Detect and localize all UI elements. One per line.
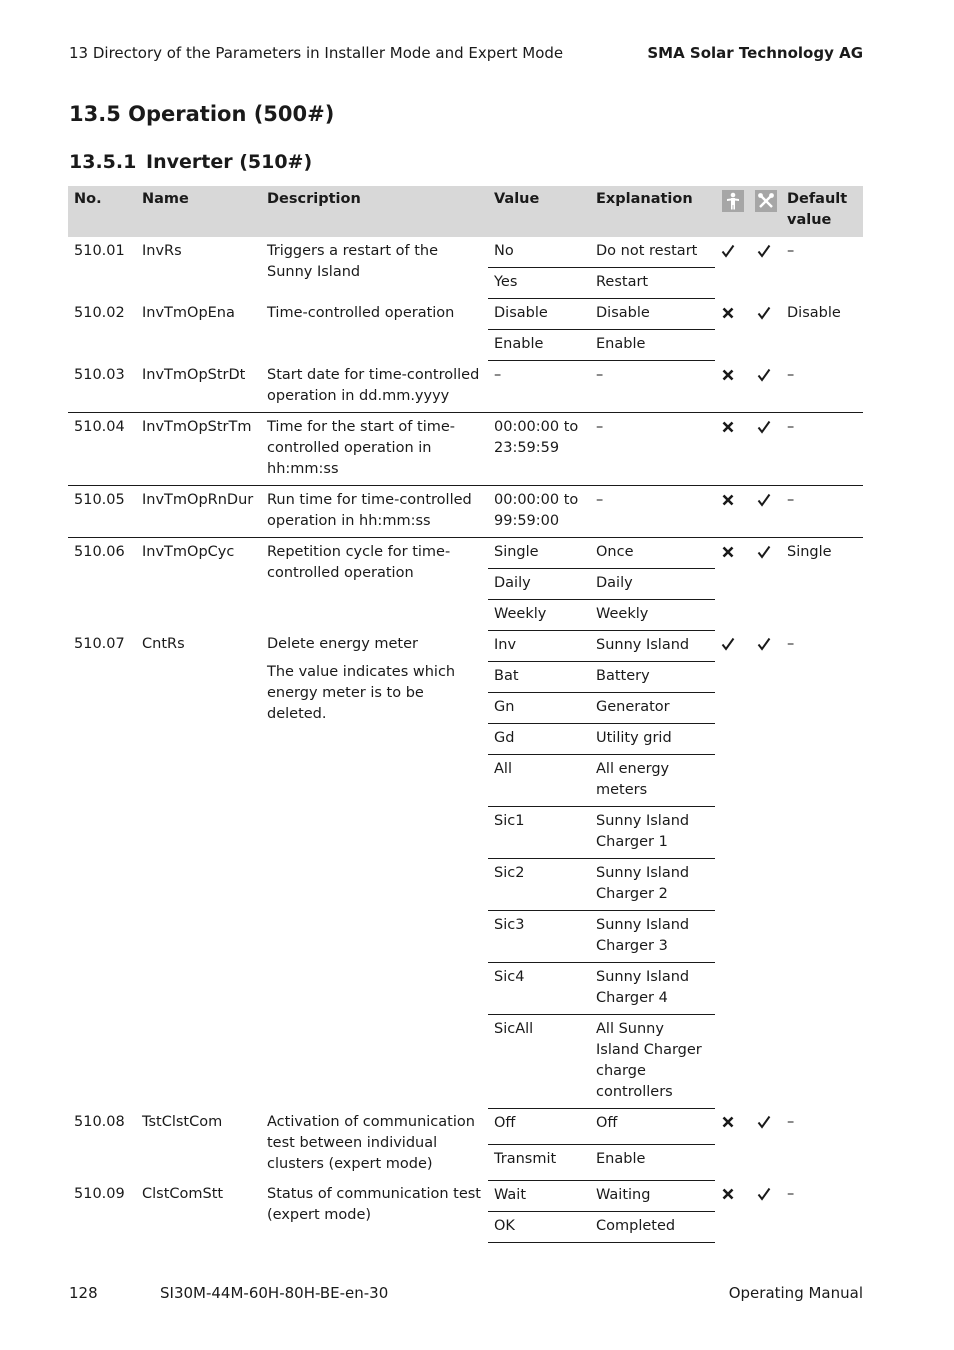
description-paragraph: Status of communication test (expert mode) — [267, 1186, 481, 1223]
table-row — [68, 1108, 863, 1144]
param-value: Yes — [488, 268, 590, 299]
check-mark-icon — [721, 244, 735, 258]
description-paragraph: Triggers a restart of the Sunny Island — [267, 243, 438, 280]
param-number: 510.04 — [68, 412, 136, 485]
param-value: OK — [488, 1211, 590, 1242]
col-header-value: Value — [488, 186, 590, 237]
param-value: No — [488, 237, 590, 268]
param-value: All — [488, 754, 590, 806]
running-header-chapter: 13 Directory of the Parameters in Installer Mode and Expert Mode — [69, 44, 564, 62]
param-name: InvRs — [142, 243, 182, 259]
param-description — [261, 630, 488, 1108]
param-name: InvTmOpCyc — [142, 543, 235, 560]
param-explanation: Waiting — [590, 1180, 715, 1211]
param-value: Daily — [488, 568, 590, 599]
parameter-table — [68, 186, 863, 1243]
param-explanation: Battery — [590, 661, 715, 692]
param-description — [261, 1180, 488, 1242]
col-header-default: Default value — [781, 186, 863, 237]
param-description — [261, 537, 488, 630]
param-value: Wait — [488, 1180, 590, 1211]
param-description — [261, 299, 488, 361]
page-number: 128 — [69, 1284, 98, 1302]
param-value: Sic4 — [488, 962, 590, 1014]
param-name: TstClstCom — [142, 1114, 223, 1130]
param-number: 510.08 — [74, 1114, 125, 1130]
installer-access — [715, 412, 751, 485]
expert-access — [751, 537, 781, 630]
param-description — [261, 361, 488, 413]
param-value: Off — [488, 1108, 590, 1144]
table-row — [68, 361, 863, 413]
param-number: 510.03 — [68, 361, 136, 413]
expert-access — [751, 485, 781, 537]
param-value: Sic2 — [488, 858, 590, 910]
cross-mark-icon — [721, 493, 735, 507]
param-explanation: All energy meters — [590, 754, 715, 806]
document-type: Operating Manual — [728, 1284, 863, 1302]
param-explanation: Do not restart — [590, 237, 715, 268]
param-explanation: Sunny Island Charger 2 — [590, 858, 715, 910]
table-row — [68, 537, 863, 568]
param-explanation: Generator — [590, 692, 715, 723]
param-value: Bat — [488, 661, 590, 692]
description-paragraph: Time for the start of time-controlled operation in hh:mm:ss — [267, 418, 456, 477]
param-description — [261, 412, 488, 485]
expert-access — [751, 299, 781, 361]
expert-access — [751, 630, 781, 1108]
param-explanation: Sunny Island — [590, 630, 715, 661]
param-number: 510.09 — [74, 1186, 125, 1202]
param-default: – — [781, 485, 863, 537]
col-header-no: No. — [68, 186, 136, 237]
check-mark-icon — [721, 637, 735, 651]
param-default: – — [787, 1186, 795, 1202]
check-mark-icon — [757, 1115, 771, 1129]
cross-mark-icon — [721, 368, 735, 382]
param-name: InvTmOpStrTm — [136, 412, 261, 485]
installer-access — [715, 237, 751, 299]
description-paragraph: Start date for time-controlled operation in dd.mm.yyyy — [267, 366, 480, 404]
col-header-installer — [715, 186, 751, 237]
check-mark-icon — [757, 545, 771, 559]
param-value: Weekly — [488, 599, 590, 630]
col-header-expert — [751, 186, 781, 237]
param-number: 510.02 — [74, 304, 125, 321]
subsection-number: 13.5.1 — [69, 151, 137, 173]
installer-access — [715, 630, 751, 1108]
param-explanation: Restart — [590, 268, 715, 299]
param-explanation: – — [590, 412, 715, 485]
param-description — [261, 237, 488, 299]
expert-access — [751, 361, 781, 413]
param-description — [261, 485, 488, 537]
param-value: Inv — [488, 630, 590, 661]
param-value: Sic3 — [488, 910, 590, 962]
param-explanation: All Sunny Island Charger charge controllers — [590, 1014, 715, 1108]
col-header-description: Description — [261, 186, 488, 237]
check-mark-icon — [757, 637, 771, 651]
param-value: Single — [488, 537, 590, 568]
expert-access — [751, 237, 781, 299]
param-explanation: Sunny Island Charger 3 — [590, 910, 715, 962]
document-id: SI30M-44M-60H-80H-BE-en-30 — [160, 1284, 389, 1302]
param-default: – — [787, 636, 795, 652]
param-value: Gn — [488, 692, 590, 723]
cross-mark-icon — [721, 1187, 735, 1201]
param-default: Disable — [787, 304, 841, 321]
param-number: 510.07 — [74, 636, 125, 652]
subsection-title — [69, 151, 312, 173]
param-explanation: Disable — [590, 299, 715, 330]
description-paragraph: The value indicates which energy meter is to be deleted. — [267, 664, 456, 722]
param-name: InvTmOpStrDt — [136, 361, 261, 413]
table-row — [68, 412, 863, 485]
param-explanation: – — [590, 485, 715, 537]
table-row — [68, 237, 863, 268]
check-mark-icon — [757, 420, 771, 434]
param-explanation: Daily — [590, 568, 715, 599]
expert-access — [751, 412, 781, 485]
cross-mark-icon — [721, 1115, 735, 1129]
param-default: Single — [787, 543, 832, 560]
installer-access — [715, 1108, 751, 1180]
param-explanation: Off — [590, 1108, 715, 1144]
cross-mark-icon — [721, 306, 735, 320]
param-default: – — [781, 361, 863, 413]
param-explanation: Completed — [590, 1211, 715, 1242]
table-header-row — [68, 186, 863, 237]
running-header-company: SMA Solar Technology AG — [647, 44, 863, 62]
col-header-explanation: Explanation — [590, 186, 715, 237]
cross-mark-icon — [721, 420, 735, 434]
param-name: InvTmOpEna — [142, 304, 235, 321]
expert-access — [751, 1180, 781, 1242]
param-name: CntRs — [142, 636, 185, 652]
cross-mark-icon — [721, 545, 735, 559]
param-default: – — [787, 1114, 795, 1130]
table-row — [68, 299, 863, 330]
description-paragraph: Delete energy meter — [267, 636, 418, 652]
description-paragraph: Repetition cycle for time-controlled operation — [267, 543, 451, 581]
param-explanation: – — [590, 361, 715, 413]
expert-access — [751, 1108, 781, 1180]
check-mark-icon — [757, 244, 771, 258]
param-name: ClstComStt — [142, 1186, 224, 1202]
param-number: 510.06 — [74, 543, 125, 560]
param-explanation: Sunny Island Charger 4 — [590, 962, 715, 1014]
check-mark-icon — [757, 1187, 771, 1201]
description-paragraph: Activation of communication test between individual clusters (expert mode) — [267, 1114, 475, 1172]
param-value: Gd — [488, 723, 590, 754]
installer-access — [715, 361, 751, 413]
table-row — [68, 1180, 863, 1211]
check-mark-icon — [757, 493, 771, 507]
param-value: 00:00:00 to 99:59:00 — [488, 485, 590, 537]
param-name: InvTmOpRnDur — [136, 485, 261, 537]
description-paragraph: Time-controlled operation — [267, 304, 455, 321]
param-value: Sic1 — [488, 806, 590, 858]
param-explanation: Enable — [590, 1144, 715, 1180]
installer-person-icon — [722, 190, 744, 212]
installer-access — [715, 1180, 751, 1242]
installer-access — [715, 537, 751, 630]
param-value: Disable — [488, 299, 590, 330]
param-explanation: Enable — [590, 330, 715, 361]
param-explanation: Weekly — [590, 599, 715, 630]
expert-tools-icon — [755, 190, 777, 212]
table-row — [68, 485, 863, 537]
section-title: 13.5 Operation (500#) — [69, 102, 335, 126]
param-value: SicAll — [488, 1014, 590, 1108]
param-explanation: Once — [590, 537, 715, 568]
param-explanation: Sunny Island Charger 1 — [590, 806, 715, 858]
param-value: 00:00:00 to 23:59:59 — [488, 412, 590, 485]
subsection-text: Inverter (510#) — [146, 151, 313, 173]
installer-access — [715, 485, 751, 537]
check-mark-icon — [757, 368, 771, 382]
check-mark-icon — [757, 306, 771, 320]
installer-access — [715, 299, 751, 361]
param-number: 510.01 — [74, 243, 125, 259]
table-row — [68, 630, 863, 661]
param-value: Transmit — [488, 1144, 590, 1180]
description-paragraph: Run time for time-controlled operation in hh:mm:ss — [267, 491, 472, 529]
col-header-name: Name — [136, 186, 261, 237]
param-value: – — [488, 361, 590, 413]
param-number: 510.05 — [68, 485, 136, 537]
param-default: – — [787, 243, 795, 259]
param-value: Enable — [488, 330, 590, 361]
param-default: – — [781, 412, 863, 485]
param-description — [261, 1108, 488, 1180]
param-explanation: Utility grid — [590, 723, 715, 754]
